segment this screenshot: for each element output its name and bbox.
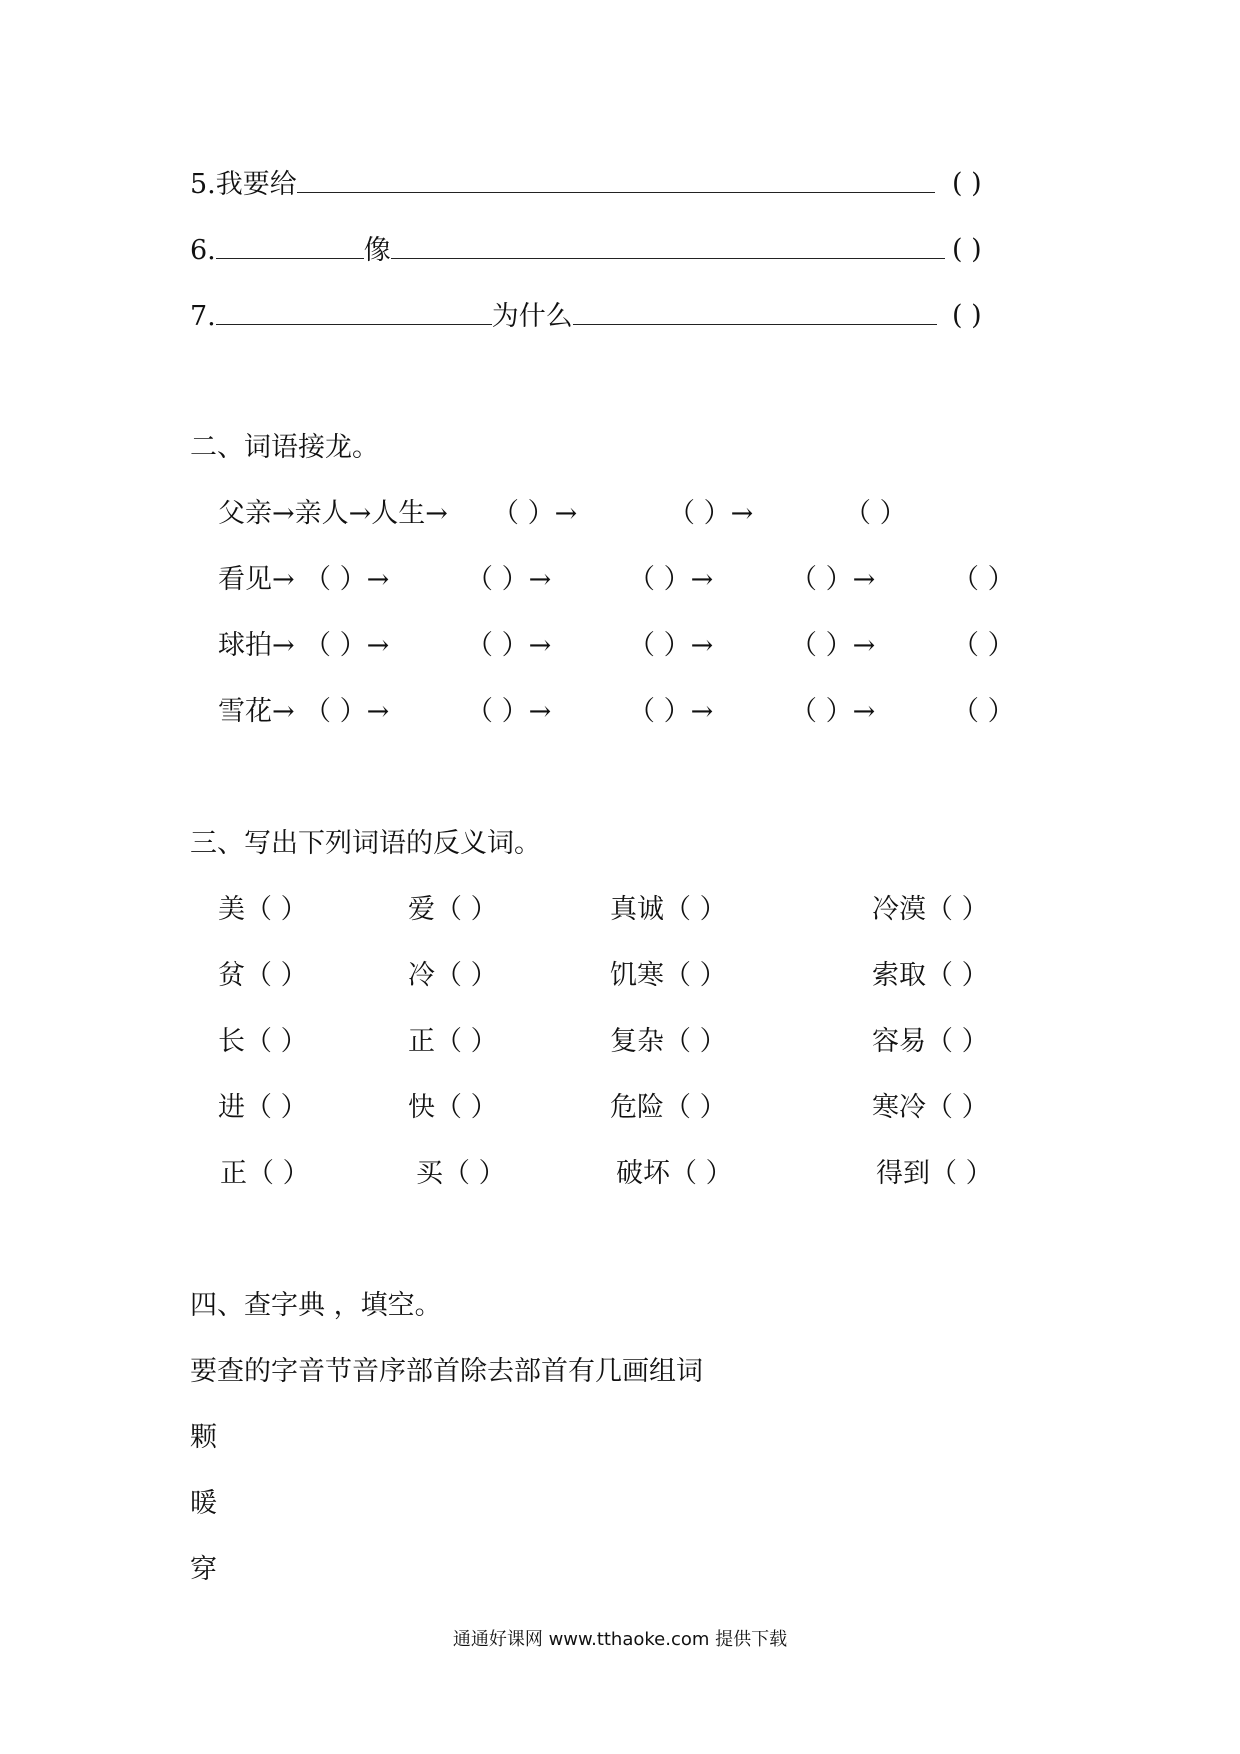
chain-blank[interactable]: （ ）→ xyxy=(628,630,714,661)
antonym-item[interactable]: 正（ ） xyxy=(408,1026,498,1057)
blank-line[interactable] xyxy=(573,298,937,325)
dictionary-table-header: 要查的字音节音序部首除去部首有几画组词 xyxy=(190,1356,703,1387)
word-chain-row-4 xyxy=(218,694,295,730)
dictionary-char: 暖 xyxy=(190,1488,217,1519)
chain-blank[interactable]: （ ）→ xyxy=(466,696,552,727)
answer-paren[interactable]: ( ) xyxy=(952,168,982,199)
antonym-item[interactable]: 买（ ） xyxy=(416,1158,506,1189)
chain-blank[interactable]: （ ） xyxy=(952,696,1015,727)
blank-line[interactable] xyxy=(216,232,364,259)
question-number: 6. xyxy=(190,235,216,266)
chain-blank[interactable]: （ ） xyxy=(844,498,907,529)
section-heading: 四、查字典 ，填空。 xyxy=(190,1290,442,1321)
chain-blank[interactable]: （ ）→ xyxy=(668,498,754,529)
chain-blank[interactable]: （ ）→ xyxy=(790,564,876,595)
chain-blank[interactable]: （ ）→ xyxy=(466,564,552,595)
antonym-item[interactable]: 容易（ ） xyxy=(872,1026,989,1057)
chain-lead: 雪花→ xyxy=(218,696,295,727)
chain-lead: 看见→ xyxy=(218,564,295,595)
word-chain-row-1 xyxy=(218,496,448,532)
chain-blank[interactable]: （ ） xyxy=(952,630,1015,661)
antonym-item[interactable]: 饥寒（ ） xyxy=(610,960,727,991)
antonym-item[interactable]: 破坏（ ） xyxy=(616,1158,733,1189)
word-chain-row-3 xyxy=(218,628,295,664)
antonym-item[interactable]: 美（ ） xyxy=(218,894,308,925)
antonym-item[interactable]: 快（ ） xyxy=(408,1092,498,1123)
chain-blank[interactable]: （ ）→ xyxy=(628,696,714,727)
chain-blank[interactable]: （ ）→ xyxy=(790,630,876,661)
antonym-item[interactable]: 索取（ ） xyxy=(872,960,989,991)
antonym-item[interactable]: 长（ ） xyxy=(218,1026,308,1057)
question-7 xyxy=(190,298,937,335)
dictionary-char: 颗 xyxy=(190,1422,217,1453)
chain-lead: 父亲→亲人→人生→ xyxy=(218,498,448,529)
page-footer: 通通好课网 www.tthaoke.com 提供下载 xyxy=(452,1629,788,1650)
question-text: 我要给 xyxy=(215,169,297,200)
chain-blank[interactable]: （ ） xyxy=(952,564,1015,595)
chain-blank[interactable]: （ ）→ xyxy=(304,564,390,595)
antonym-item[interactable]: 危险（ ） xyxy=(610,1092,727,1123)
antonym-item[interactable]: 正（ ） xyxy=(220,1158,310,1189)
blank-line[interactable] xyxy=(391,232,945,259)
antonym-item[interactable]: 冷漠（ ） xyxy=(872,894,989,925)
question-6 xyxy=(190,232,945,269)
question-number: 7. xyxy=(190,301,216,332)
question-text: 像 xyxy=(363,235,391,266)
answer-paren[interactable]: ( ) xyxy=(952,234,982,265)
chain-blank[interactable]: （ ）→ xyxy=(304,630,390,661)
antonym-item[interactable]: 贫（ ） xyxy=(218,960,308,991)
antonym-item[interactable]: 复杂（ ） xyxy=(610,1026,727,1057)
chain-blank[interactable]: （ ）→ xyxy=(790,696,876,727)
chain-blank[interactable]: （ ）→ xyxy=(492,498,578,529)
chain-blank[interactable]: （ ）→ xyxy=(304,696,390,727)
antonym-item[interactable]: 爱（ ） xyxy=(408,894,498,925)
section-heading: 三、写出下列词语的反义词。 xyxy=(190,828,541,859)
answer-paren[interactable]: ( ) xyxy=(952,300,982,331)
dictionary-char: 穿 xyxy=(190,1554,217,1585)
question-number: 5. xyxy=(190,169,216,200)
antonym-item[interactable]: 真诚（ ） xyxy=(610,894,727,925)
chain-blank[interactable]: （ ）→ xyxy=(628,564,714,595)
blank-line[interactable] xyxy=(297,166,935,193)
antonym-item[interactable]: 冷（ ） xyxy=(408,960,498,991)
section-heading: 二、词语接龙。 xyxy=(190,432,379,463)
chain-blank[interactable]: （ ）→ xyxy=(466,630,552,661)
antonym-item[interactable]: 得到（ ） xyxy=(876,1158,993,1189)
question-5 xyxy=(190,166,935,203)
antonym-item[interactable]: 寒冷（ ） xyxy=(872,1092,989,1123)
blank-line[interactable] xyxy=(216,298,492,325)
antonym-item[interactable]: 进（ ） xyxy=(218,1092,308,1123)
chain-lead: 球拍→ xyxy=(218,630,295,661)
word-chain-row-2 xyxy=(218,562,295,598)
question-text: 为什么 xyxy=(491,301,573,332)
